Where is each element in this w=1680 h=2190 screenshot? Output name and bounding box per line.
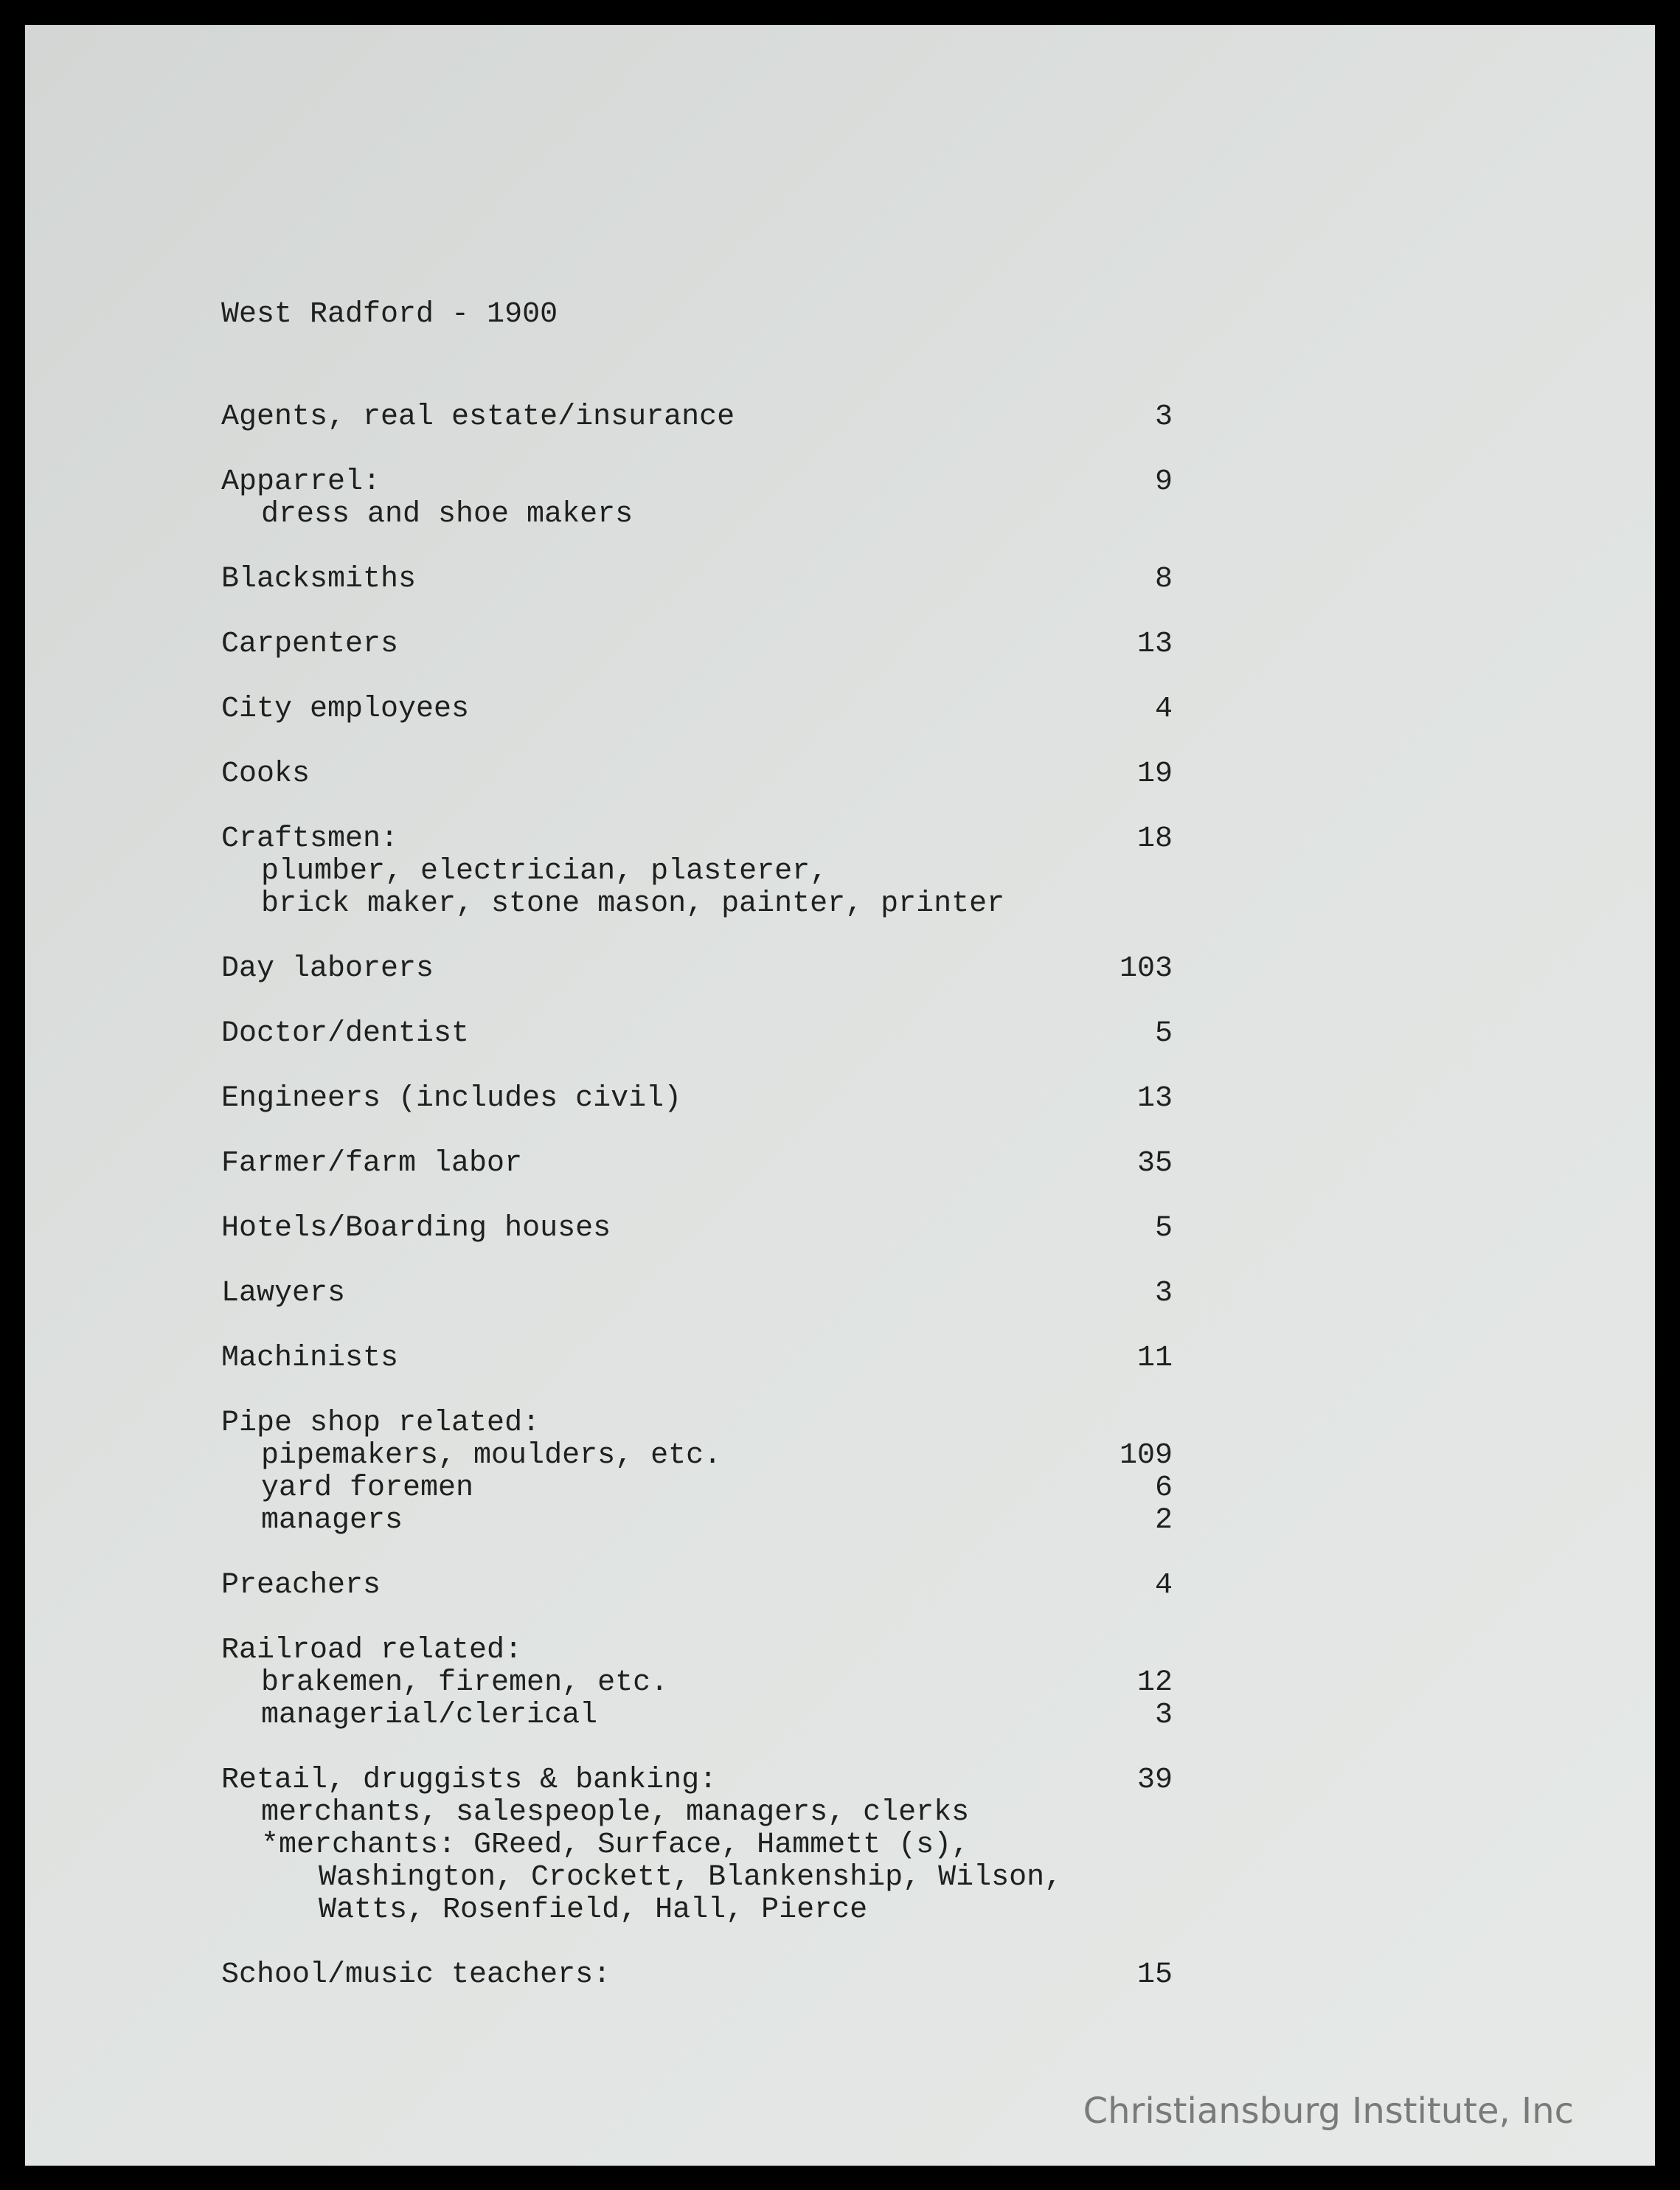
occupation-entry	[221, 628, 1173, 661]
occupation-count: 3	[1154, 1699, 1173, 1732]
occupation-entry	[221, 564, 1173, 596]
occupation-entry	[221, 466, 1173, 531]
occupation-label: Hotels/Boarding houses	[221, 1212, 611, 1245]
occupation-label: Engineers (includes civil)	[221, 1082, 682, 1115]
occupation-count: 13	[1136, 628, 1173, 661]
occupation-entry	[221, 1148, 1173, 1180]
occupation-label: *merchants: GReed, Surface, Hammett (s),	[261, 1829, 970, 1862]
occupation-label: Watts, Rosenfield, Hall, Pierce	[319, 1893, 868, 1927]
occupation-count: 4	[1154, 693, 1173, 726]
occupation-count: 5	[1154, 1017, 1173, 1050]
occupation-entry	[221, 1083, 1173, 1115]
occupation-label: Apparrel:	[221, 465, 381, 499]
occupation-count: 3	[1154, 401, 1173, 434]
occupation-label: Day laborers	[221, 952, 434, 985]
occupation-entry	[221, 1278, 1173, 1310]
occupation-heading	[221, 401, 1173, 434]
occupation-label: Blacksmiths	[221, 563, 417, 596]
occupation-entry	[221, 1635, 1173, 1732]
occupation-count: 11	[1136, 1342, 1173, 1375]
occupation-detail	[221, 1699, 1173, 1732]
occupation-detail	[221, 1472, 1173, 1505]
occupation-heading	[221, 1083, 1173, 1115]
occupation-entry	[221, 693, 1173, 726]
occupation-entry	[221, 1213, 1173, 1245]
occupation-entry	[221, 1342, 1173, 1375]
occupation-count: 2	[1154, 1504, 1173, 1537]
occupation-heading	[221, 564, 1173, 596]
page-title: West Radford - 1900	[221, 298, 558, 331]
occupation-detail	[221, 1505, 1173, 1537]
occupation-heading	[221, 1959, 1173, 1992]
occupation-count: 8	[1154, 563, 1173, 596]
occupation-entry	[221, 1764, 1173, 1927]
occupation-heading	[221, 693, 1173, 726]
occupation-heading	[221, 1764, 1173, 1797]
occupation-list	[221, 401, 1173, 2024]
occupation-detail	[221, 499, 1173, 531]
occupation-detail	[221, 1862, 1173, 1894]
occupation-detail	[221, 1667, 1173, 1699]
occupation-label: Carpenters	[221, 628, 399, 661]
occupation-label: brakemen, firemen, etc.	[261, 1666, 669, 1699]
occupation-count: 4	[1154, 1569, 1173, 1602]
occupation-detail	[221, 1440, 1173, 1472]
occupation-heading	[221, 1213, 1173, 1245]
occupation-heading	[221, 823, 1173, 856]
occupation-label: managers	[261, 1504, 403, 1537]
occupation-count: 5	[1154, 1212, 1173, 1245]
occupation-detail	[221, 888, 1173, 921]
occupation-label: Preachers	[221, 1569, 381, 1602]
occupation-heading	[221, 758, 1173, 791]
occupation-heading	[221, 1407, 1173, 1440]
occupation-label: Lawyers	[221, 1277, 346, 1310]
occupation-label: Cooks	[221, 758, 310, 791]
watermark-text: Christiansburg Institute, Inc	[1083, 2090, 1574, 2132]
occupation-label: School/music teachers:	[221, 1958, 611, 1992]
occupation-label: Agents, real estate/insurance	[221, 401, 735, 434]
occupation-count: 19	[1136, 758, 1173, 791]
occupation-count: 9	[1154, 465, 1173, 499]
occupation-heading	[221, 466, 1173, 499]
occupation-label: plumber, electrician, plasterer,	[261, 855, 828, 888]
occupation-count: 13	[1136, 1082, 1173, 1115]
occupation-label: merchants, salespeople, managers, clerks	[261, 1796, 970, 1829]
occupation-label: Doctor/dentist	[221, 1017, 470, 1050]
occupation-count: 39	[1136, 1764, 1173, 1797]
occupation-heading	[221, 1018, 1173, 1050]
occupation-label: Craftsmen:	[221, 822, 399, 856]
occupation-count: 103	[1119, 952, 1173, 985]
occupation-label: dress and shoe makers	[261, 498, 634, 531]
occupation-heading	[221, 1570, 1173, 1602]
occupation-count: 12	[1136, 1666, 1173, 1699]
occupation-entry	[221, 1959, 1173, 1992]
occupation-heading	[221, 1278, 1173, 1310]
occupation-label: Railroad related:	[221, 1634, 523, 1667]
occupation-detail	[221, 856, 1173, 888]
occupation-count: 3	[1154, 1277, 1173, 1310]
occupation-heading	[221, 1342, 1173, 1375]
occupation-heading	[221, 953, 1173, 985]
occupation-entry	[221, 823, 1173, 921]
occupation-label: Pipe shop related:	[221, 1407, 541, 1440]
occupation-heading	[221, 1148, 1173, 1180]
occupation-count: 15	[1136, 1958, 1173, 1992]
occupation-heading	[221, 628, 1173, 661]
occupation-entry	[221, 1018, 1173, 1050]
occupation-label: brick maker, stone mason, painter, printer	[261, 887, 1005, 921]
occupation-heading	[221, 1635, 1173, 1667]
occupation-count: 18	[1136, 822, 1173, 856]
occupation-entry	[221, 953, 1173, 985]
occupation-label: Retail, druggists & banking:	[221, 1764, 718, 1797]
occupation-detail	[221, 1797, 1173, 1829]
occupation-label: City employees	[221, 693, 470, 726]
occupation-entry	[221, 1570, 1173, 1602]
occupation-count: 109	[1119, 1439, 1173, 1472]
occupation-entry	[221, 1407, 1173, 1537]
occupation-detail	[221, 1894, 1173, 1927]
occupation-label: Farmer/farm labor	[221, 1147, 523, 1180]
occupation-detail	[221, 1829, 1173, 1862]
occupation-label: Washington, Crockett, Blankenship, Wilson,	[319, 1861, 1063, 1894]
occupation-entry	[221, 401, 1173, 434]
occupation-count: 35	[1136, 1147, 1173, 1180]
occupation-label: managerial/clerical	[261, 1699, 598, 1732]
occupation-label: yard foremen	[261, 1472, 474, 1505]
occupation-label: Machinists	[221, 1342, 399, 1375]
occupation-entry	[221, 758, 1173, 791]
occupation-count: 6	[1154, 1472, 1173, 1505]
document-page	[25, 25, 1655, 2166]
occupation-label: pipemakers, moulders, etc.	[261, 1439, 722, 1472]
